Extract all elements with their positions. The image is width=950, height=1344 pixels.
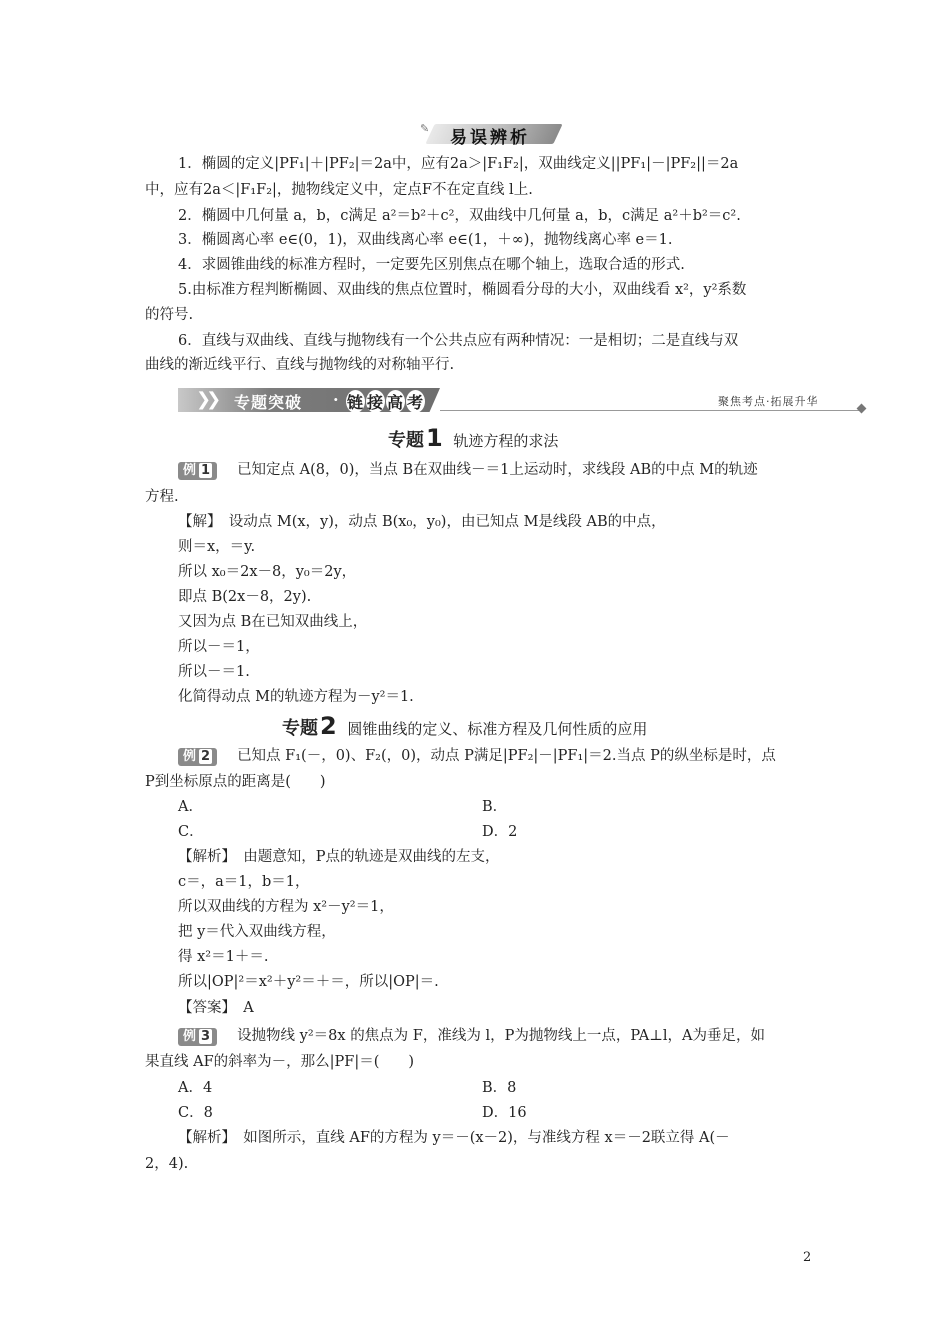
- solution-line: 2，4).: [145, 1156, 189, 1172]
- topic-label: 专题: [388, 430, 424, 451]
- option-a: A．: [178, 799, 203, 815]
- mistake-line: 2．椭圆中几何量 a，b，c满足 a²＝b²＋c²，双曲线中几何量 a，b，c满足 a²＋b²＝c².: [178, 208, 741, 224]
- option-d: D．16: [482, 1105, 527, 1121]
- solution-line: 即点 B(2x－8，2y).: [178, 589, 312, 605]
- banner-subtitle: [346, 390, 426, 413]
- option-a: A．4: [178, 1080, 213, 1096]
- solution-line: 把 y＝代入双曲线方程，: [178, 924, 336, 940]
- example-3-question: [178, 1026, 765, 1046]
- question-text-cont: 果直线 AF的斜率为－，那么|PF|＝( ): [145, 1054, 415, 1070]
- question-text: 已知定点 A(8，0)，当点 B在双曲线－＝1上运动时，求线段 AB的中点 M的轨迹: [237, 462, 758, 478]
- topic-label: 专题: [282, 718, 318, 739]
- question-text-cont: 方程.: [145, 489, 179, 505]
- example-1-question: [178, 460, 758, 480]
- banner-dot: ·: [333, 390, 339, 409]
- mistake-line: 1．椭圆的定义|PF₁|＋|PF₂|＝2a中，应有2a＞|F₁F₂|，双曲线定义||PF₁|－|PF₂||＝2a: [178, 156, 739, 172]
- example-tag: [178, 1028, 217, 1046]
- solution-line: 所以 x₀＝2x－8，y₀＝2y，: [178, 564, 357, 580]
- topic-2-heading: [282, 712, 647, 740]
- mistake-line: 4．求圆锥曲线的标准方程时，一定要先区别焦点在哪个轴上，选取合适的形式.: [178, 257, 685, 273]
- mistake-line: 中，应有2a＜|F₁F₂|，抛物线定义中，定点F不在定直线 l上.: [145, 182, 533, 198]
- example-tag: [178, 462, 217, 480]
- topic-number: 2: [320, 712, 337, 740]
- banner-title: 专题突破: [234, 393, 303, 412]
- option-b: B．8: [482, 1080, 517, 1096]
- example-2-question: [178, 746, 776, 766]
- option-c: C．: [178, 824, 204, 840]
- example-tag-label: 例: [183, 1029, 197, 1044]
- option-c: C．8: [178, 1105, 213, 1121]
- solution-line: 又因为点 B在已知双曲线上，: [178, 614, 368, 630]
- diamond-icon: [857, 404, 867, 414]
- example-tag-number: 2: [201, 749, 211, 764]
- solution-line: 所以－＝1，: [178, 639, 260, 655]
- solution-line: c＝，a＝1，b＝1，: [178, 874, 310, 890]
- solution-line: 【解析】 由题意知，P点的轨迹是双曲线的左支，: [178, 849, 500, 865]
- banner-right-text: 聚焦考点·拓展升华: [718, 395, 819, 408]
- example-tag-number: 3: [201, 1029, 211, 1044]
- mistake-line: 5.由标准方程判断椭圆、双曲线的焦点位置时，椭圆看分母的大小，双曲线看 x²，y²系数: [178, 282, 747, 298]
- question-text-cont: P到坐标原点的距离是( ): [145, 774, 326, 790]
- example-tag-number: 1: [201, 463, 211, 478]
- option-b: B．: [482, 799, 508, 815]
- mistake-line: 的符号.: [145, 307, 194, 323]
- solution-line: 所以|OP|²＝x²＋y²＝＋＝，所以|OP|＝.: [178, 974, 439, 990]
- solution-line: 化简得动点 M的轨迹方程为－y²＝1.: [178, 689, 414, 705]
- banner-char: 链: [346, 390, 365, 413]
- solution-line: 所以双曲线的方程为 x²－y²＝1，: [178, 899, 394, 915]
- question-text: 已知点 F₁(－，0)、F₂(，0)，动点 P满足|PF₂|－|PF₁|＝2.当点 P的纵坐标是时，点: [237, 748, 776, 764]
- page-number: 2: [803, 1250, 812, 1265]
- mistake-line: 6．直线与双曲线、直线与抛物线有一个公共点应有两种情况：一是相切；二是直线与双: [178, 333, 739, 349]
- solution-line: 所以－＝1.: [178, 664, 250, 680]
- mistake-line: 曲线的渐近线平行、直线与抛物线的对称轴平行.: [145, 357, 455, 373]
- question-text: 设抛物线 y²＝8x 的焦点为 F，准线为 l，P为抛物线上一点，PA⊥l，A为垂足，如: [237, 1028, 766, 1044]
- solution-line: 得 x²＝1＋＝.: [178, 949, 269, 965]
- banner-rule: [440, 410, 860, 411]
- topic-title: 圆锥曲线的定义、标准方程及几何性质的应用: [347, 720, 648, 738]
- solution-line: 则＝x，＝y.: [178, 539, 256, 555]
- section-header-common-mistakes: [420, 120, 565, 146]
- answer-line: 【答案】 A: [178, 1000, 254, 1016]
- banner-char: 接: [366, 390, 385, 413]
- mistake-line: 3．椭圆离心率 e∈(0，1)，双曲线离心率 e∈(1，＋∞)，抛物线离心率 e＝1.: [178, 232, 673, 248]
- ornament-icon: ✎: [420, 122, 430, 135]
- banner-char: 高: [386, 390, 405, 413]
- topic-breakthrough-banner: [178, 388, 868, 414]
- banner-char: 考: [406, 390, 425, 413]
- example-tag-label: 例: [183, 463, 197, 478]
- example-tag: [178, 748, 217, 766]
- topic-title: 轨迹方程的求法: [453, 432, 559, 450]
- solution-line: 【解析】 如图所示，直线 AF的方程为 y＝－(x－2)，与准线方程 x＝－2联立得 A(－: [178, 1130, 730, 1146]
- section-title: 易误辨析: [450, 128, 530, 148]
- topic-number: 1: [426, 424, 443, 452]
- topic-1-heading: [388, 424, 558, 452]
- double-chevron-icon: ❯❯: [196, 389, 217, 410]
- option-d: D．2: [482, 824, 518, 840]
- example-tag-label: 例: [183, 749, 197, 764]
- solution-line: 【解】 设动点 M(x，y)，动点 B(x₀，y₀)，由已知点 M是线段 AB的中点，: [178, 514, 666, 530]
